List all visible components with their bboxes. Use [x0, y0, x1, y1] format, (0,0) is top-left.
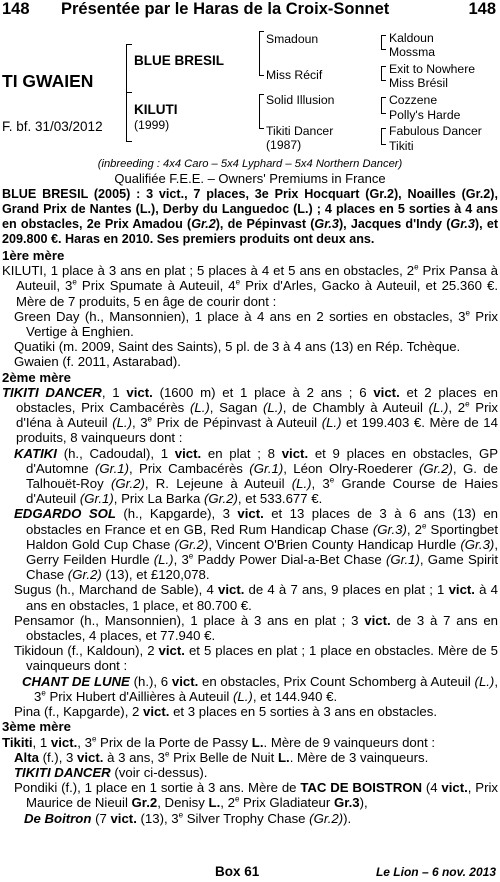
dam-bracket — [126, 93, 127, 142]
pedigree-dd-year: (1987) — [266, 138, 302, 152]
pedigree-ddd: Tikiti — [389, 139, 414, 153]
pedigree-dds: Fabulous Dancer — [389, 124, 482, 138]
pedigree-dam-year: (1999) — [134, 118, 170, 132]
first-dam-record: KILUTI, 1 place à 3 ans en plat ; 5 places à 4 et 5 ans en obstacles, 2e Prix Pansa à Auteuil, 3e Prix Spumate à Auteuil, 4e Prix d'Arles, Gacko à Auteuil, et 25.360 €. Mère de 7 produits, 5 en âge de courir dont : — [2, 262, 498, 309]
box-number: Box 61 — [215, 864, 260, 879]
pedigree-ss: Smadoun — [266, 32, 319, 46]
produce-chant-de-lune: CHANT DE LUNE (h.), 6 vict. en obstacles, Prix Count Schomberg à Auteuil (L.), 3e Prix Hubert d'Aillières à Auteuil (L.), et 144.940 €. — [22, 673, 498, 704]
produce-quatiki: Quatiki (m. 2009, Saint des Saints), 5 pl. de 3 à 4 ans (13) en Rép. Tchèque. — [14, 339, 461, 355]
qualification-note: Qualifiée F.E.E. – Owners' Premiums in France — [114, 171, 386, 186]
pedigree-sdd: Miss Brésil — [389, 76, 448, 90]
produce-katiki: KATIKI (h., Cadoudal), 1 vict. en plat ; 8 vict. et 9 places en obstacles, GP d'Automne (Gr.1), Prix Cambacérès (Gr.1), Léon Olry-Roederer (Gr.2), G. de Talhouët-Roy (Gr.2), R. Lejeune à Auteuil (L.), 3e Grande Course de Haies d'Auteuil (Gr.1), Prix La Barka (Gr.2), et 533.677 €. — [14, 445, 498, 507]
page-title: Présentée par le Haras de la Croix-Sonnet — [61, 0, 390, 18]
footer-source: Le Lion – 6 nov. 2013 — [375, 865, 496, 879]
produce-pondiki: Pondiki (f.), 1 place en 1 sortie à 3 ans. Mère de TAC DE BOISTRON (4 vict., Prix Maurice de Nieuil Gr.2, Denisy L., 2e Prix Gladiateur Gr.3), — [14, 780, 498, 811]
pedigree-ssd: Mossma — [389, 45, 436, 59]
third-dam-record: Tikiti, 1 vict., 3e Prix de la Porte de Passy L.. Mère de 9 vainqueurs dont : — [2, 734, 436, 750]
lot-number-right: 148 — [468, 0, 496, 18]
produce-green-day: Green Day (h., Mansonnien), 1 place à 4 ans en 2 sorties en obstacles, 3e Prix Vertige à Enghien. — [14, 308, 499, 340]
first-dam-heading: 1ère mère — [2, 248, 65, 263]
pedigree-dss: Cozzene — [389, 93, 438, 107]
pedigree-sds: Exit to Nowhere — [389, 62, 476, 76]
second-dam-heading: 2ème mère — [2, 369, 71, 385]
horse-name: TI GWAIEN — [2, 71, 94, 91]
produce-edgardo-sol: EDGARDO SOL (h., Kapgarde), 3 vict. et 13 places de 3 à 6 ans (13) en obstacles en France et en GB, Red Rum Handicap Chase (Gr.3), 2e Sportingbet Haldon Gold Cup Chase (Gr.2), Vincent O'Brien County Handicap Hurdle (Gr.3), Gerry Feilden Hurdle (L.), 3e Paddy Power Dial-a-Bet Chase (Gr.1), Game Spirit Chase (Gr.2) (13), et £120,078. — [14, 506, 499, 583]
pedigree-sire: BLUE BRESIL — [134, 53, 225, 68]
produce-tikidoun: Tikidoun (f., Kaldoun), 2 vict. et 5 places en plat ; 1 place en obstacles. Mère de 5 vainqueurs dont : — [14, 643, 498, 674]
pedigree-dam: KILUTI — [134, 102, 178, 117]
second-dam-record: TIKITI DANCER, 1 vict. (1600 m) et 1 place à 2 ans ; 6 vict. et 2 places en obstacles, Prix Cambacérès (L.), Sagan (L.), de Chambly à Auteuil (L.), 2e Prix d'Iéna à Auteuil (L.), 3e Prix de Pépinvast à Auteuil (L.) et 199.403 €. Mère de 14 produits, 8 vainqueurs dont : — [2, 384, 498, 446]
produce-pina: Pina (f., Kapgarde), 2 vict. et 3 places en 5 sorties à 3 ans en obstacles. — [14, 704, 437, 720]
catalogue-text — [2, 187, 498, 826]
pedigree-ds: Solid Illusion — [266, 93, 335, 107]
sire-bracket — [126, 44, 127, 93]
produce-alta: Alta (f.), 3 vict. à 3 ans, 3e Prix Belle de Nuit L.. Mère de 3 vainqueurs. — [14, 749, 429, 765]
third-dam-heading: 3ème mère — [2, 719, 71, 735]
produce-pensamor: Pensamor (h., Mansonnien), 1 place à 3 ans en plat ; 3 vict. de 3 à 7 ans en obstacles, 4 places, et 77.940 €. — [14, 612, 498, 644]
produce-tikiti-dancer: TIKITI DANCER (voir ci-dessus). — [14, 764, 208, 780]
horse-details: F. bf. 31/03/2012 — [2, 119, 103, 134]
produce-sugus: Sugus (h., Marchand de Sable), 4 vict. de 4 à 7 ans, 9 places en plat ; 1 vict. à 4 ans en obstacles, 1 place, et 80.700 €. — [14, 582, 499, 613]
lot-number-left: 148 — [2, 0, 30, 18]
sire-record: BLUE BRESIL (2005) : 3 vict., 7 places, 3e Prix Hocquart (Gr.2), Noailles (Gr.2), Grand Prix de Nantes (L.), Derby du Languedoc (L.) ; 4 places en 5 sorties à 4 ans en obstacles, 2e Prix Amadou (Gr.2), de Pépinvast (Gr.3), Jacques d'Indy (Gr.3), et 209.800 €. Haras en 2010. Ses premiers produits ont deux ans. — [2, 187, 499, 246]
pedigree-sd: Miss Récif — [266, 68, 323, 82]
pedigree-dd: Tikiti Dancer — [266, 124, 334, 138]
inbreeding-note: (inbreeding : 4x4 Caro – 5x4 Lyphard – 5x4 Northern Dancer) — [97, 158, 403, 170]
produce-gwaien: Gwaien (f. 2011, Astarabad). — [14, 354, 181, 370]
pedigree-dsd: Polly's Harde — [389, 108, 461, 122]
pedigree-sss: Kaldoun — [389, 31, 434, 45]
produce-de-boitron: De Boitron (7 vict. (13), 3e Silver Trophy Chase (Gr.2)). — [24, 810, 352, 826]
